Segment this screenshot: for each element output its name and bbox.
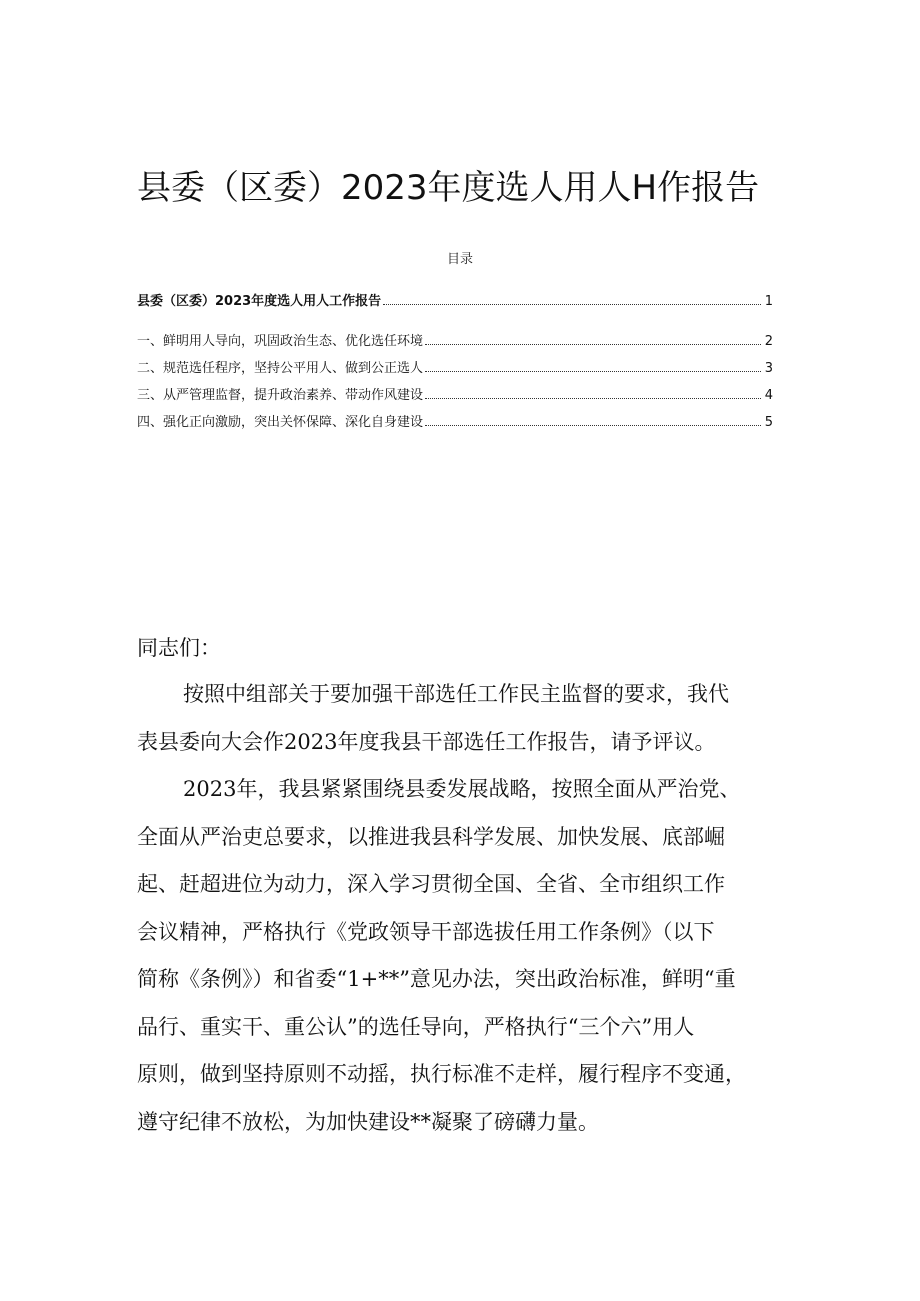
paragraph-line: 原则，做到坚持原则不动摇，执行标准不走样，履行程序不变通，: [137, 1062, 746, 1086]
paragraph-line: 表县委向大会作2023年度我县干部选任工作报告，请予评议。: [137, 729, 716, 754]
document-title: 县委（区委）2023年度选人用人H作报告: [137, 168, 760, 208]
toc-entry-label: 一、鲜明用人导向，巩固政治生态、优化选任环境: [137, 334, 424, 349]
toc-entry-label: 县委（区委）2023年度选人用人工作报告: [137, 294, 382, 309]
paragraph-line: 遵守纪律不放松，为加快建设**凝聚了磅礴力量。: [137, 1109, 599, 1134]
toc-leader-dots: [425, 370, 761, 372]
toc-page-number: 2: [764, 334, 773, 349]
toc-leader-dots: [383, 303, 761, 305]
toc-entry[interactable]: [137, 290, 773, 308]
toc-leader-dots: [425, 424, 761, 426]
paragraph-line: 起、赶超进位为动力，深入学习贯彻全国、全省、全市组织工作: [137, 872, 725, 896]
toc-entry[interactable]: [137, 330, 773, 348]
toc-leader-dots: [425, 397, 761, 399]
salutation: 同志们：: [137, 636, 221, 660]
toc-page-number: 4: [764, 388, 773, 403]
toc-entry-label: 二、规范选任程序，坚持公平用人、做到公正选人: [137, 361, 424, 376]
paragraph-line: 按照中组部关于要加强干部选任工作民主监督的要求，我代: [183, 682, 729, 706]
paragraph-line: 2023年，我县紧紧围绕县委发展战略，按照全面从严治党、: [183, 777, 741, 801]
toc-entry[interactable]: [137, 357, 773, 375]
paragraph-line: 会议精神，严格执行《党政领导干部选拔任用工作条例》（以下: [137, 919, 715, 944]
toc-entry-label: 四、强化正向激励，突出关怀保障、深化自身建设: [137, 415, 424, 430]
paragraph-line: 品行、重实干、重公认”的选任导向，严格执行“三个六”用人: [137, 1014, 695, 1039]
toc-leader-dots: [425, 343, 761, 345]
toc-heading: 目录: [446, 252, 473, 267]
toc-entry[interactable]: [137, 411, 773, 429]
toc-page-number: 1: [764, 294, 773, 309]
paragraph-1: [137, 671, 787, 766]
toc-entry-label: 三、从严管理监督，提升政治素养、带动作风建设: [137, 388, 424, 403]
toc-entry[interactable]: [137, 384, 773, 402]
toc-page-number: 5: [764, 415, 773, 430]
paragraph-2: [137, 766, 787, 1146]
toc-page-number: 3: [764, 361, 773, 376]
paragraph-line: 简称《条例》）和省委“1+**”意见办法，突出政治标准，鲜明“重: [137, 967, 736, 991]
paragraph-line: 全面从严治吏总要求，以推进我县科学发展、加快发展、底部崛: [137, 824, 725, 849]
